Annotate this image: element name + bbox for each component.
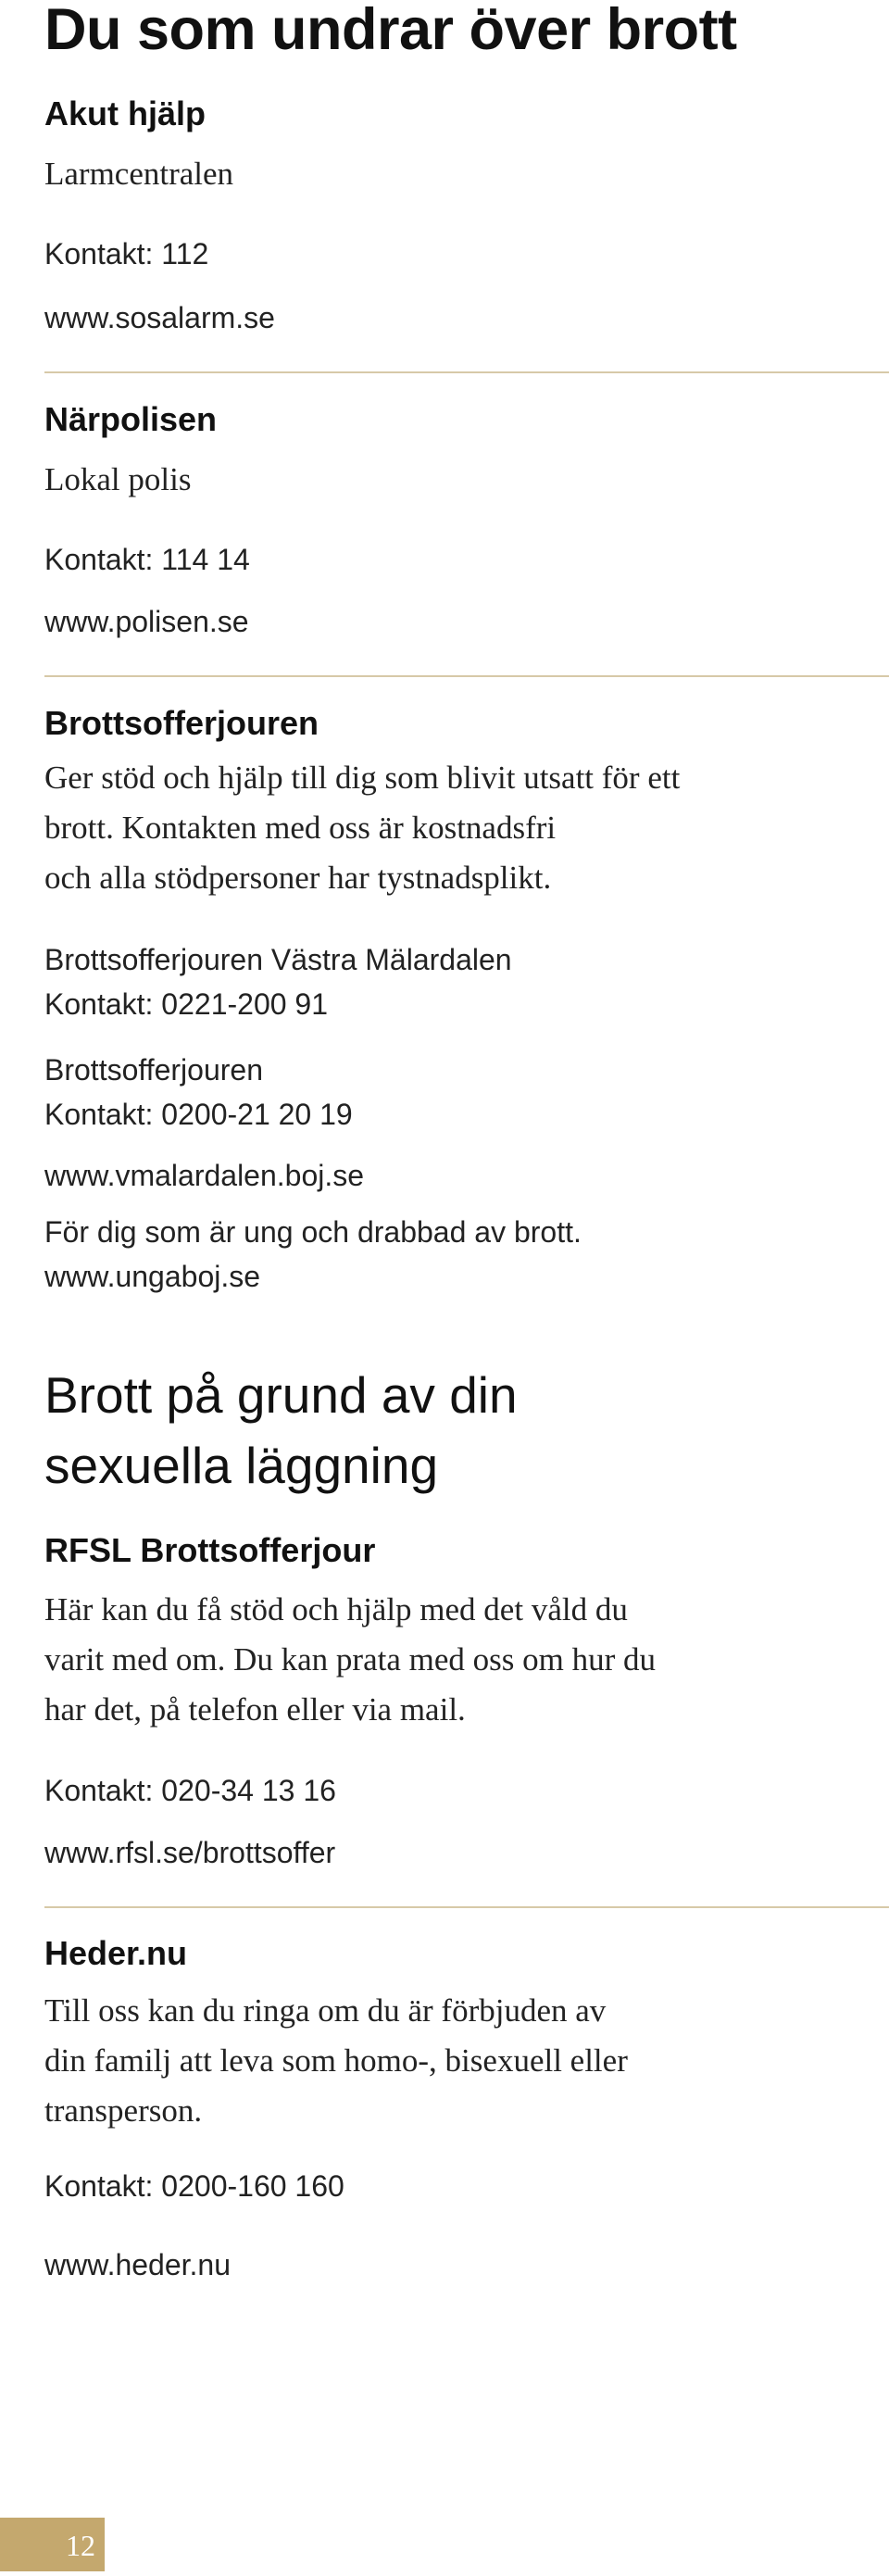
brottsofferjouren-national-name: Brottsofferjouren [44, 1053, 263, 1087]
rfsl-web-link[interactable]: www.rfsl.se/brottsoffer [44, 1836, 336, 1869]
brottsofferjouren-description-line: Ger stöd och hjälp till dig som blivit utsatt för ett [44, 760, 681, 796]
heder-web-link[interactable]: www.heder.nu [44, 2248, 232, 2281]
rfsl-description-line: varit med om. Du kan prata med oss om hur du [44, 1641, 657, 1678]
brottsofferjouren-branch-name: Brottsofferjouren Västra Mälardalen [44, 943, 512, 976]
brottsofferjouren-web-link[interactable]: www.vmalardalen.boj.se [44, 1159, 365, 1192]
akut-hjalp-web-link[interactable]: www.sosalarm.se [44, 301, 275, 334]
heder-description-line: transperson. [44, 2092, 203, 2129]
narpolisen-heading: Närpolisen [44, 400, 218, 438]
rfsl-description-line: har det, på telefon eller via mail. [44, 1691, 466, 1728]
page-number: 12 [66, 2529, 95, 2562]
akut-hjalp-org: Larmcentralen [44, 156, 234, 192]
narpolisen-web-link[interactable]: www.polisen.se [44, 605, 249, 638]
brottsofferjouren-heading: Brottsofferjouren [44, 704, 319, 742]
rfsl-heading: RFSL Brottsofferjour [44, 1531, 376, 1569]
heder-heading: Heder.nu [44, 1934, 188, 1972]
brottsofferjouren-description-line: och alla stödpersoner har tystnadsplikt. [44, 860, 552, 896]
brottsofferjouren-youth-text: För dig som är ung och drabbad av brott. [44, 1215, 582, 1249]
section-divider [44, 371, 889, 373]
heder-description-line: din familj att leva som homo-, bisexuell eller [44, 2042, 628, 2079]
brottsofferjouren-national-contact: Kontakt: 0200-21 20 19 [44, 1098, 353, 1131]
rfsl-contact: Kontakt: 020-34 13 16 [44, 1774, 336, 1807]
section-title-line: sexuella läggning [44, 1437, 439, 1494]
heder-description-line: Till oss kan du ringa om du är förbjuden av [44, 1992, 607, 2029]
heder-contact: Kontakt: 0200-160 160 [44, 2169, 344, 2203]
brottsofferjouren-description-line: brott. Kontakten med oss är kostnadsfri [44, 810, 557, 846]
brottsofferjouren-youth-web-link[interactable]: www.ungaboj.se [44, 1260, 261, 1293]
narpolisen-contact: Kontakt: 114 14 [44, 543, 250, 576]
section-divider [44, 675, 889, 677]
section-title-line: Brott på grund av din [44, 1366, 518, 1424]
akut-hjalp-contact: Kontakt: 112 [44, 237, 209, 270]
akut-hjalp-heading: Akut hjälp [44, 94, 207, 132]
page-title: Du som undrar över brott [44, 0, 737, 62]
section-divider [44, 1906, 889, 1908]
brottsofferjouren-branch-contact: Kontakt: 0221-200 91 [44, 987, 329, 1021]
narpolisen-org: Lokal polis [44, 461, 192, 497]
rfsl-description-line: Här kan du få stöd och hjälp med det våld du [44, 1591, 628, 1627]
